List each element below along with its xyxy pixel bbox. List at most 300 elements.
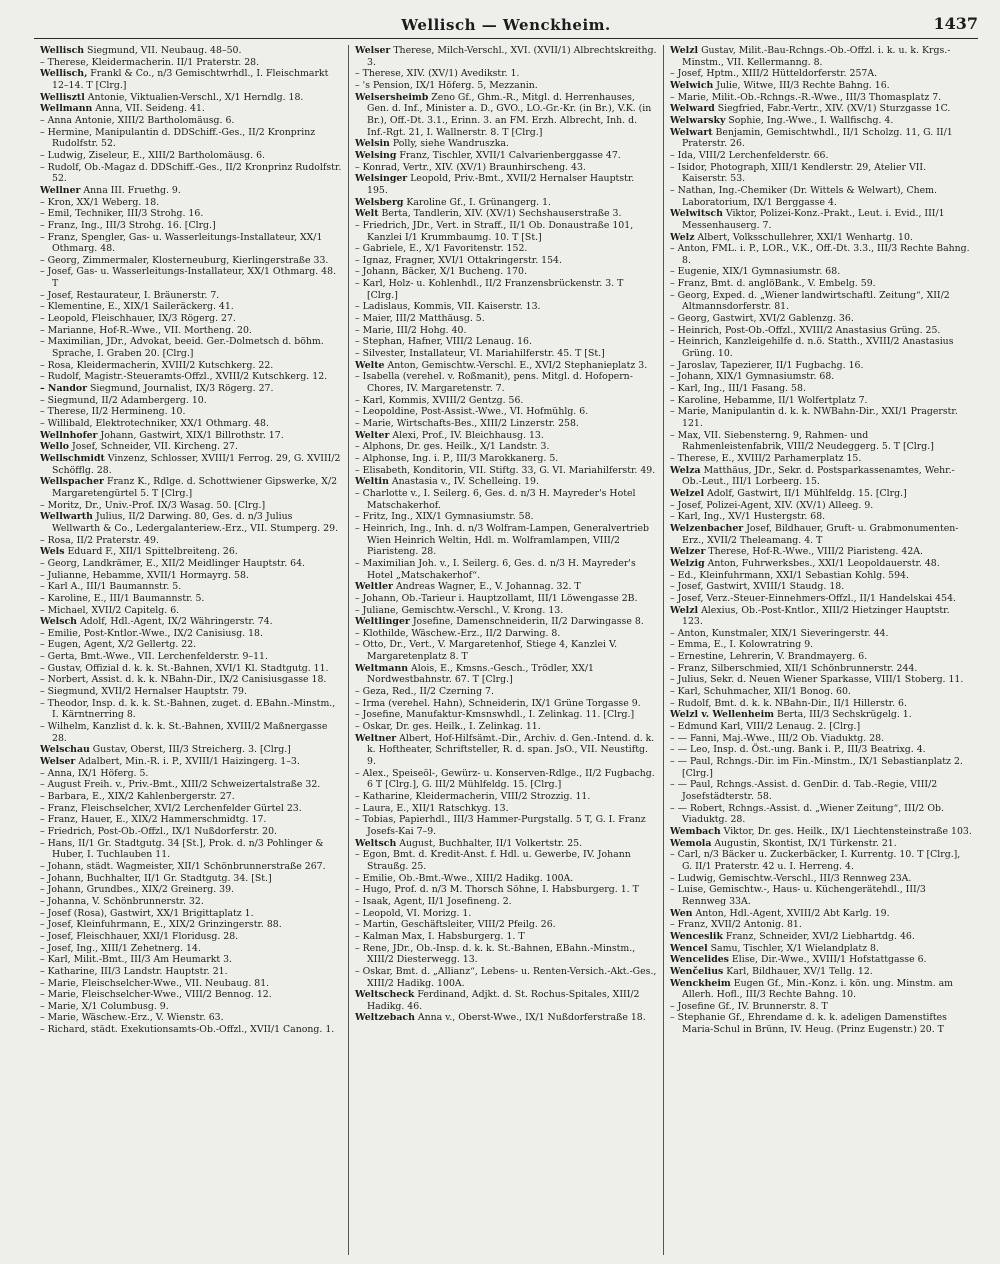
entry-surname: Welsin (355, 138, 390, 150)
entry-surname: Welzl v. Wellenheim (670, 709, 775, 721)
entry-details: Augustin, Skontist, IX/1 Türkenstr. 21. (711, 837, 897, 849)
directory-entry (40, 744, 342, 756)
directory-entry (670, 966, 972, 978)
directory-entry (355, 581, 657, 593)
directory-entry (355, 430, 657, 442)
entry-details: Siegmund, VII. Neubaug. 48–50. (84, 45, 242, 56)
directory-entry (670, 605, 972, 628)
directory-entry (670, 383, 972, 395)
entry-details: – Rosa, II/2 Praterstr. 49. (40, 534, 159, 546)
directory-entry (355, 943, 657, 966)
directory-entry (670, 500, 972, 512)
directory-entry (355, 616, 657, 628)
entry-details: – Konrad, Vertr., XIV. (XV/1) Braunhirscheng. 43. (355, 161, 586, 173)
entry-details: – Gabriele, E., X/1 Favoritenstr. 152. (355, 243, 528, 255)
entry-details: – Oskar, Bmt. d. „Allianz“, Lebens- u. Renten-Versich.-Akt.-Ges., XIII/2 Hadikg. 100A. (355, 965, 657, 989)
entry-details: – Ernestine, Lehrerin, V. Brandmayerg. 6. (670, 651, 868, 663)
directory-entry (355, 45, 657, 68)
entry-details: – Maier, III/2 Matthäusg. 5. (355, 313, 485, 325)
entry-details: – Gerta, Bmt.-Wwe., VII. Lerchenfelderstr. 9–11. (40, 651, 268, 663)
directory-entry (40, 255, 342, 267)
directory-entry (670, 663, 972, 675)
directory-entry (40, 185, 342, 197)
entry-details: – Rudolf, Ob.-Magaz d. DDSchiff.-Ges., II/2 Kronprinz Rudolfstr. 52. (40, 161, 342, 185)
entry-surname: Wellspacher (40, 476, 104, 488)
directory-entry (670, 978, 972, 1001)
directory-entry (355, 989, 657, 1012)
directory-entry (40, 838, 342, 861)
entry-details: – Eugen, Agent, X/2 Gellertg. 22. (40, 639, 197, 651)
directory-entry (40, 966, 342, 978)
entry-details: Siegmund, Journalist, IX/3 Rögerg. 27. (87, 383, 274, 395)
directory-entry (40, 383, 342, 395)
directory-entry (670, 744, 972, 756)
directory-entry (670, 185, 972, 208)
directory-entry (355, 465, 657, 477)
entry-details: – Johann, Buchhalter, II/1 Gr. Stadtgutg. 34. [St.] (40, 872, 272, 884)
entry-surname: Welsinger (355, 173, 408, 185)
directory-entry (355, 360, 657, 372)
entry-details: – Karl A., III/1 Baumannstr. 5. (40, 581, 182, 593)
page-number: 1437 (933, 14, 978, 33)
directory-entry (355, 336, 657, 348)
entry-surname: Weltlinger (355, 616, 410, 628)
entry-details: – Ed., Kleinfuhrmann, XXI/1 Sebastian Kohlg. 594. (670, 569, 909, 581)
directory-entry (355, 220, 657, 243)
directory-entry (670, 68, 972, 80)
entry-details: – Franz, Hauer, E., XIX/2 Hammerschmidtg. 17. (40, 814, 267, 826)
entry-details: – Hugo, Prof. d. n/3 M. Thorsch Söhne, I. Habsburgerg. 1. T (355, 884, 639, 896)
entry-details: – Josef (Rosa), Gastwirt, XX/1 Brigittaplatz 1. (40, 907, 254, 919)
directory-entry (670, 336, 972, 359)
directory-entry (40, 418, 342, 430)
entry-surname: Welward (670, 103, 715, 115)
directory-entry (355, 721, 657, 733)
directory-entry (670, 919, 972, 931)
directory-entry (670, 313, 972, 325)
entry-details: – Alphons, Dr. ges. Heilk., X/1 Landstr. 3. (355, 441, 550, 453)
directory-entry (40, 570, 342, 582)
entry-details: Josef, Bildhauer, Gruft- u. Grabmonumenten-Erz., XVII/2 Theleamang. 4. T (682, 522, 959, 546)
entry-details: – Franz, Bmt. d. anglöBank., V. Embelg. 59. (670, 278, 876, 290)
directory-entry (40, 826, 342, 838)
entry-details: – Georg, Exped. d. „Wiener landwirtschaftl. Zeitung“, XII/2 Altmannsdorferstr. 81. (670, 289, 950, 313)
directory-entry (40, 406, 342, 418)
entry-details: – Georg, Zimmermaler, Klosterneuburg, Kierlingerstraße 33. (40, 254, 329, 266)
running-title: Wellisch — Wenckheim. (401, 16, 611, 34)
entry-details: – Hans, II/1 Gr. Stadtgutg. 34 [St.], Prok. d. n/3 Pohlinger & Huber, I. Tuchlauben 11. (40, 837, 324, 861)
entry-details: – Josef, Gastwirt, XVIII/1 Staudg. 18. (670, 581, 845, 593)
entry-details: – Emilie, Ob.-Bmt.-Wwe., XIII/2 Hadikg. 100A. (355, 872, 574, 884)
directory-entry (670, 406, 972, 429)
entry-surname: Wencelides (670, 954, 729, 966)
directory-entry (40, 698, 342, 721)
entry-details: – Karl, Kommis, XVIII/2 Gentzg. 56. (355, 394, 524, 406)
directory-entry (355, 523, 657, 558)
directory-entry (355, 511, 657, 523)
entry-surname: Wellisztl (40, 91, 85, 103)
entry-details: Polly, siehe Wandruszka. (389, 138, 509, 150)
entry-details: Anton, Fuhrwerksbes., XXI/1 Leopoldauerstr. 48. (704, 557, 940, 569)
entry-details: – Maximilian Joh. v., I. Seilerg. 6, Ges. d. n/3 H. Mayreder's Hotel „Matschakerhof“. (355, 557, 636, 581)
column-container (34, 45, 978, 1255)
entry-details: Julie, Witwe, III/3 Rechte Bahng. 16. (713, 79, 890, 91)
entry-details: – Marie, Fleischselcher-Wwe., VII. Neubaug. 81. (40, 977, 270, 989)
entry-details: Andreas Wagner, E., V. Johannag. 32. T (392, 581, 581, 593)
directory-entry (40, 162, 342, 185)
entry-details: – Julius, Sekr. d. Neuen Wiener Sparkasse, VIII/1 Stoberg. 11. (670, 674, 964, 686)
entry-details: Samu, Tischler, X/1 Wielandplatz 8. (707, 942, 879, 954)
entry-details: – Rudolf, Magistr.-Steueramts-Offzl., XVIII/2 Kutschkerg. 12. (40, 371, 328, 383)
directory-entry (355, 593, 657, 605)
entry-details: – Therese, E., XVIII/2 Parhamerplatz 15. (670, 452, 862, 464)
entry-details: – Ludwig, Ziseleur, E., XIII/2 Bartholomäusg. 6. (40, 149, 265, 161)
entry-details: – Josef, Kleinfuhrmann, E., XIX/2 Grinzingerstr. 88. (40, 919, 282, 931)
directory-entry (355, 348, 657, 360)
entry-surname: Welser (40, 756, 76, 768)
entry-details: – Karl, Holz- u. Kohlenhdl., II/2 Franzensbrückenstr. 3. T [Clrg.] (355, 278, 624, 301)
entry-details: – Josef, Hptm., XIII/2 Hütteldorferstr. 257A. (670, 68, 878, 80)
entry-details: – Ludwig, Gemischtw.-Verschl., III/3 Rennweg 23A. (670, 872, 912, 884)
directory-entry (355, 768, 657, 791)
directory-entry (670, 826, 972, 838)
entry-details: Berta, Tandlerin, XIV. (XV/1) Sechshauserstraße 3. (378, 208, 622, 220)
directory-entry (40, 581, 342, 593)
entry-details: Franz, Tischler, XVII/1 Calvarienberggasse 47. (396, 149, 621, 161)
directory-entry (355, 197, 657, 209)
entry-details: – Hermine, Manipulantin d. DDSchiff.-Ges., II/2 Kronprinz Rudolfstr. 52. (40, 126, 316, 150)
directory-entry (40, 441, 342, 453)
directory-entry (355, 884, 657, 896)
entry-details: – Irma (verehel. Hahn), Schneiderin, IX/1 Grüne Torgasse 9. (355, 697, 641, 709)
directory-entry (670, 395, 972, 407)
directory-entry (670, 150, 972, 162)
directory-entry (40, 628, 342, 640)
directory-entry (40, 103, 342, 115)
directory-entry (40, 814, 342, 826)
directory-entry (40, 639, 342, 651)
entry-details: Julius, II/2 Darwing. 80, Ges. d. n/3 Julius Wellwarth & Co., Ledergalanteriew.-Erz., VII. Stumperg. 29. (52, 511, 339, 534)
directory-entry (355, 896, 657, 908)
directory-entry (40, 325, 342, 337)
entry-details: – Laura, E., XII/1 Ratschkyg. 13. (355, 802, 509, 814)
entry-details: Karoline Gf., I. Grünangerg. 1. (403, 196, 552, 208)
entry-details: – Josef, Verz.-Steuer-Einnehmers-Offzl., II/1 Handelskai 454. (670, 592, 956, 604)
directory-entry (670, 733, 972, 745)
entry-surname: Welsch (40, 616, 77, 628)
directory-entry (40, 768, 342, 780)
entry-surname: Wellnhofer (40, 429, 98, 441)
entry-details: – Anna Antonie, XIII/2 Bartholomäusg. 6. (40, 114, 235, 126)
entry-details: – Franz, Spengler, Gas- u. Wasserleitungs-Installateur, XX/1 Othmarg. 48. (40, 231, 323, 255)
directory-entry (40, 511, 342, 534)
directory-entry (40, 558, 342, 570)
entry-surname: Welsing (355, 149, 397, 161)
entry-details: – Heinrich, Post-Ob.-Offzl., XVIII/2 Anastasius Grüng. 25. (670, 324, 941, 336)
directory-entry (355, 628, 657, 640)
entry-details: – Johanna, V. Schönbrunnerstr. 32. (40, 895, 204, 907)
directory-entry (670, 465, 972, 488)
directory-entry (670, 92, 972, 104)
entry-details: – Josef, Ing., XIII/1 Zehetnerg. 14. (40, 942, 201, 954)
directory-entry (670, 360, 972, 372)
directory-entry (40, 663, 342, 675)
directory-entry (40, 1012, 342, 1024)
directory-entry (355, 639, 657, 662)
entry-details: – Friedrich, Post-Ob.-Offzl., IX/1 Nußdorferstr. 20. (40, 825, 278, 837)
entry-surname: Weltin (355, 476, 389, 488)
entry-details: – Klementine, E., XIX/1 Saileräckerg. 41. (40, 301, 234, 313)
entry-details: – — Robert, Rchngs.-Assist. d. „Wiener Zeitung“, III/2 Ob. Viaduktg. 28. (670, 802, 944, 826)
directory-entry (40, 336, 342, 359)
directory-entry (40, 208, 342, 220)
entry-details: – August Freih. v., Priv.-Bmt., XIII/2 Schweizertalstraße 32. (40, 779, 321, 791)
entry-details: Johann, Gastwirt, XIX/1 Billrothstr. 17. (97, 429, 284, 441)
entry-details: Benjamin, Gemischtwhdl., II/1 Scholzg. 11, G. II/1 Praterstr. 26. (682, 126, 953, 150)
entry-details: – Heinrich, Kanzleigehilfe d. n.ö. Statth., XVIII/2 Anastasius Grüng. 10. (670, 336, 954, 360)
directory-entry (355, 803, 657, 815)
directory-entry (670, 674, 972, 686)
entry-surname: Welwich (670, 79, 714, 91)
entry-details: Elise, Dir.-Wwe., XVIII/1 Hofstattgasse 6. (728, 954, 927, 966)
column-left (34, 45, 348, 1255)
entry-surname: Welzl (670, 604, 699, 616)
directory-entry (40, 861, 342, 873)
directory-entry (670, 954, 972, 966)
directory-entry (355, 873, 657, 885)
entry-surname: Weltscheck (355, 989, 415, 1001)
entry-details: Albert, Volksschullehrer, XXI/1 Wenhartg. 10. (694, 231, 913, 243)
directory-entry (670, 838, 972, 850)
directory-entry (355, 814, 657, 837)
directory-entry (40, 1001, 342, 1013)
entry-details: Ferdinand, Adjkt. d. St. Rochus-Spitales, XIII/2 Hadikg. 46. (367, 989, 640, 1012)
entry-surname: Welzl (670, 45, 699, 56)
directory-entry (355, 278, 657, 301)
directory-entry (355, 150, 657, 162)
entry-surname: Welschau (40, 744, 90, 756)
entry-details: Leopold, Priv.-Bmt., XVII/2 Hernalser Hauptstr. 195. (367, 173, 635, 196)
entry-details: – Josef, Polizei-Agent, XIV. (XV/1) Alleeg. 9. (670, 499, 874, 511)
directory-entry (355, 453, 657, 465)
entry-details: – Marie, III/2 Hohg. 40. (355, 324, 467, 336)
directory-entry (40, 919, 342, 931)
entry-surname: Wellwarth (40, 511, 93, 523)
directory-entry (40, 266, 342, 289)
entry-details: – Ignaz, Fragner, XVI/1 Ottakringerstr. 154. (355, 254, 562, 266)
directory-entry (670, 80, 972, 92)
directory-entry (670, 290, 972, 313)
entry-details: Anastasia v., IV. Schelleing. 19. (388, 476, 539, 488)
directory-entry (40, 651, 342, 663)
entry-details: – Franz, Ing., III/3 Strohg. 16. [Clrg.] (40, 219, 216, 231)
directory-entry (670, 1012, 972, 1035)
entry-details: Therese, Milch-Verschl., XVI. (XVII/1) Albrechtskreithg. 3. (367, 45, 657, 68)
directory-entry (40, 360, 342, 372)
entry-surname: Wen (670, 907, 693, 919)
entry-details: – Johann, Bäcker, X/1 Bucheng. 170. (355, 266, 527, 278)
directory-entry (40, 500, 342, 512)
entry-details: – Leopold, VI. Morizg. 1. (355, 907, 472, 919)
entry-details: – Therese, II/2 Hermineng. 10. (40, 406, 186, 418)
entry-details: – Norbert, Assist. d. k. k. NBahn-Dir., IX/2 Canisiusgasse 18. (40, 674, 327, 686)
entry-surname: Welter (355, 429, 390, 441)
directory-entry (355, 162, 657, 174)
entry-details: – Therese, XIV. (XV/1) Avedikstr. 1. (355, 68, 520, 80)
entry-details: – — Fanni, Maj.-Wwe., III/2 Ob. Viaduktg. 28. (670, 732, 885, 744)
entry-details: – Kron, XX/1 Weberg. 18. (40, 196, 160, 208)
entry-details: – Franz, Fleischselcher, XVI/2 Lerchenfelder Gürtel 23. (40, 802, 302, 814)
directory-entry (670, 931, 972, 943)
entry-details: – Oskar, Dr. ges. Heilk., I. Zelinkag. 11. (355, 721, 541, 733)
directory-entry (355, 313, 657, 325)
entry-details: – Marie, Wirtschafts-Bes., XIII/2 Linzerstr. 258. (355, 418, 579, 429)
entry-details: – Stephan, Hafner, VIII/2 Lenaug. 16. (355, 336, 532, 348)
entry-surname: Welzenbacher (670, 522, 744, 534)
entry-details: August, Buchhalter, II/1 Volkertstr. 25. (396, 837, 583, 849)
entry-details: – Willibald, Elektrotechniker, XX/1 Othmarg. 48. (40, 418, 269, 429)
directory-entry (40, 535, 342, 547)
directory-entry (40, 616, 342, 628)
entry-details: Franz K., Rdlge. d. Schottwiener Gipswerke, X/2 Margaretengürtel 5. T [Clrg.] (52, 476, 338, 499)
directory-entry (670, 943, 972, 955)
entry-details: – Edmund Karl, VIII/2 Lenaug. 2. [Clrg.] (670, 721, 861, 733)
entry-details: – Rosa, Kleidermacherin, XVIII/2 Kutschkerg. 22. (40, 359, 274, 371)
entry-surname: Welza (670, 464, 701, 476)
entry-details: – Elisabeth, Konditorin, VII. Stiftg. 33, G. VI. Mariahilferstr. 49. (355, 464, 656, 476)
directory-entry (670, 162, 972, 185)
entry-details: – Friedrich, JDr., Vert. in Straff., II/1 Ob. Donaustraße 101, Kanzlei I/1 Krummbaumg. 10. T [St.] (355, 219, 634, 243)
directory-entry (670, 266, 972, 278)
directory-entry (670, 325, 972, 337)
directory-entry (40, 791, 342, 803)
directory-entry (670, 756, 972, 779)
entry-surname: Wellner (40, 184, 81, 196)
entry-details: Siegfried, Fabr.-Vertr., XIV. (XV/1) Sturzgasse 1C. (714, 103, 951, 115)
directory-entry (40, 756, 342, 768)
entry-details: Adolf, Hdl.-Agent, IX/2 Währingerstr. 74. (76, 616, 273, 628)
directory-entry (670, 45, 972, 68)
directory-entry (355, 919, 657, 931)
directory-entry (355, 605, 657, 617)
directory-entry (40, 150, 342, 162)
entry-details: – Karoline, E., III/1 Baumannstr. 5. (40, 592, 205, 604)
entry-details: – Charlotte v., I. Seilerg. 6, Ges. d. n/3 H. Mayreder's Hotel Matschakerhof. (355, 487, 636, 511)
directory-entry (355, 325, 657, 337)
entry-details: – Marie, Fleischselcher-Wwe., VIII/2 Bennog. 12. (40, 989, 272, 1001)
entry-details: – Josef, Restaurateur, I. Bräunerstr. 7. (40, 289, 220, 301)
directory-entry (40, 301, 342, 313)
directory-entry (355, 1012, 657, 1024)
entry-details: – Therese, Kleidermacherin. II/1 Praterstr. 28. (40, 56, 260, 68)
entry-details: – Johann, Grundbes., XIX/2 Greinerg. 39. (40, 884, 235, 896)
directory-entry (670, 849, 972, 872)
entry-details: – Franz, XVII/2 Antonig. 81. (670, 919, 802, 931)
directory-entry (40, 115, 342, 127)
entry-details: – Richard, städt. Exekutionsamts-Ob.-Offzl., XVII/1 Canong. 1. (40, 1024, 335, 1036)
entry-surname: Welzig (670, 557, 705, 569)
entry-details: Eduard F., XII/1 Spittelbreiteng. 26. (64, 546, 238, 558)
directory-entry (670, 232, 972, 244)
entry-surname: Welzel (670, 487, 705, 499)
entry-details: Josefine, Damenschneiderin, II/2 Darwingasse 8. (409, 616, 644, 628)
entry-surname: Welwart (670, 126, 713, 138)
entry-details: Matthäus, JDr., Sekr. d. Postsparkassenamtes, Wehr.-Ob.-Leut., III/1 Lorbeerg. 15. (682, 464, 955, 488)
directory-entry (670, 639, 972, 651)
entry-details: Vinzenz, Schlosser, XVIII/1 Ferrog. 29, G. XVIII/2 Schöfflg. 28. (52, 452, 341, 476)
entry-details: – Tobias, Papierhdl., III/3 Hammer-Purgstallg. 5 T, G. I. Franz Josefs-Kai 7–9. (355, 814, 646, 837)
directory-entry (355, 849, 657, 872)
entry-details: – — Paul, Rchngs.-Dir. im Fin.-Minstm., IX/1 Sebastianplatz 2. [Clrg.] (670, 756, 963, 779)
entry-details: – Wilhelm, Kanzlist d. k. k. St.-Bahnen, XVIII/2 Maßnergasse 28. (40, 721, 328, 744)
entry-details: – Heinrich, Ing., Inh. d. n/3 Wolfram-Lampen, Generalvertrieb Wien Heinrich Weltin, Hdl. m. Wolframlampen, VIII/2 Piaristeng. 28. (355, 522, 650, 558)
entry-surname: Welwarsky (670, 114, 726, 126)
directory-entry (670, 593, 972, 605)
directory-entry (40, 371, 342, 383)
entry-details: – Moritz, Dr., Univ.-Prof. IX/3 Wasag. 50. [Clrg.] (40, 499, 266, 511)
directory-entry (40, 721, 342, 744)
directory-entry (355, 208, 657, 220)
entry-details: Gustav, Oberst, III/3 Streicherg. 3. [Clrg.] (89, 744, 291, 756)
entry-surname: Weltler (355, 581, 393, 593)
directory-entry (670, 581, 972, 593)
entry-details: Albert, Hof-Hilfsämt.-Dir., Archiv. d. Gen.-Intend. d. k. k. Hoftheater, Schriftsteller, R. d. span. JsO., VII. Neustiftg. 9. (367, 732, 655, 768)
directory-entry (670, 371, 972, 383)
entry-details: Alexi, Prof., IV. Bleichhausg. 13. (389, 429, 544, 441)
entry-details: – Katharine, Kleidermacherin, VIII/2 Strozzig. 11. (355, 791, 591, 802)
directory-entry (40, 931, 342, 943)
directory-entry (670, 803, 972, 826)
entry-details: – Franz, Silberschmied, XII/1 Schönbrunnerstr. 244. (670, 662, 918, 674)
directory-entry (670, 709, 972, 721)
entry-details: – Gustav, Offizial d. k. k. St.-Bahnen, XVI/1 Kl. Stadtgutg. 11. (40, 662, 329, 674)
column-right (663, 45, 978, 1255)
directory-entry (670, 115, 972, 127)
entry-surname: Welser (355, 45, 391, 56)
directory-entry (355, 709, 657, 721)
directory-entry (670, 243, 972, 266)
directory-entry (355, 138, 657, 150)
entry-details: Franz, Schneider, XVI/2 Liebhartdg. 46. (722, 930, 915, 942)
entry-surname: – Nandor (40, 383, 88, 395)
directory-entry (40, 943, 342, 955)
entry-details: – Marie, Manipulantin d. k. k. NWBahn-Dir., XXI/1 Pragerstr. 121. (670, 406, 958, 429)
directory-entry (40, 220, 342, 232)
entry-surname: Welwitsch (670, 208, 723, 220)
directory-entry (40, 674, 342, 686)
entry-details: – Marie, Milit.-Ob.-Rchngs.-R.-Wwe., III/3 Thomasplatz 7. (670, 91, 942, 103)
directory-entry (670, 779, 972, 802)
entry-details: – Martin, Geschäftsleiter, VIII/2 Pfeilg. 26. (355, 919, 556, 931)
entry-details: – Isidor, Photograph, XIII/1 Kendlerstr. 29, Atelier VII. Kaiserstr. 53. (670, 161, 927, 185)
entry-details: – Karl, Ing., III/1 Fasang. 58. (670, 383, 806, 395)
entry-details: – Klothilde, Wäschew.-Erz., II/2 Darwing. 8. (355, 627, 561, 639)
entry-details: – Johann, Ob.-Tarieur i. Hauptzollamt, III/1 Löwengasse 2B. (355, 592, 638, 604)
entry-details: – Kalman Max, I. Habsburgerg. 1. T (355, 930, 525, 942)
directory-entry (355, 80, 657, 92)
directory-entry (670, 1001, 972, 1013)
directory-entry (355, 255, 657, 267)
entry-details: – Josefine Gf., IV. Brunnerstr. 8. T (670, 1000, 828, 1012)
entry-details: – Juliane, Gemischtw.-Verschl., V. Krong. 13. (355, 604, 564, 616)
directory-entry (40, 68, 342, 91)
entry-surname: Wels (40, 546, 65, 558)
entry-details: Eugen Gf., Min.-Konz. i. kön. ung. Minstm. am Allerh. Hofl., III/3 Rechte Bahng. 10. (682, 977, 954, 1001)
entry-details: – Max, VII. Siebensterng. 9, Rahmen- und Rahmenleistenfabrik, VIII/2 Neudeggerg. 5. T [Clrg.] (670, 429, 934, 453)
entry-surname: Wenceslik (670, 930, 723, 942)
entry-details: – Egon, Bmt. d. Kredit-Anst. f. Hdl. u. Gewerbe, IV. Johann Straußg. 25. (355, 849, 631, 872)
directory-entry (355, 558, 657, 581)
